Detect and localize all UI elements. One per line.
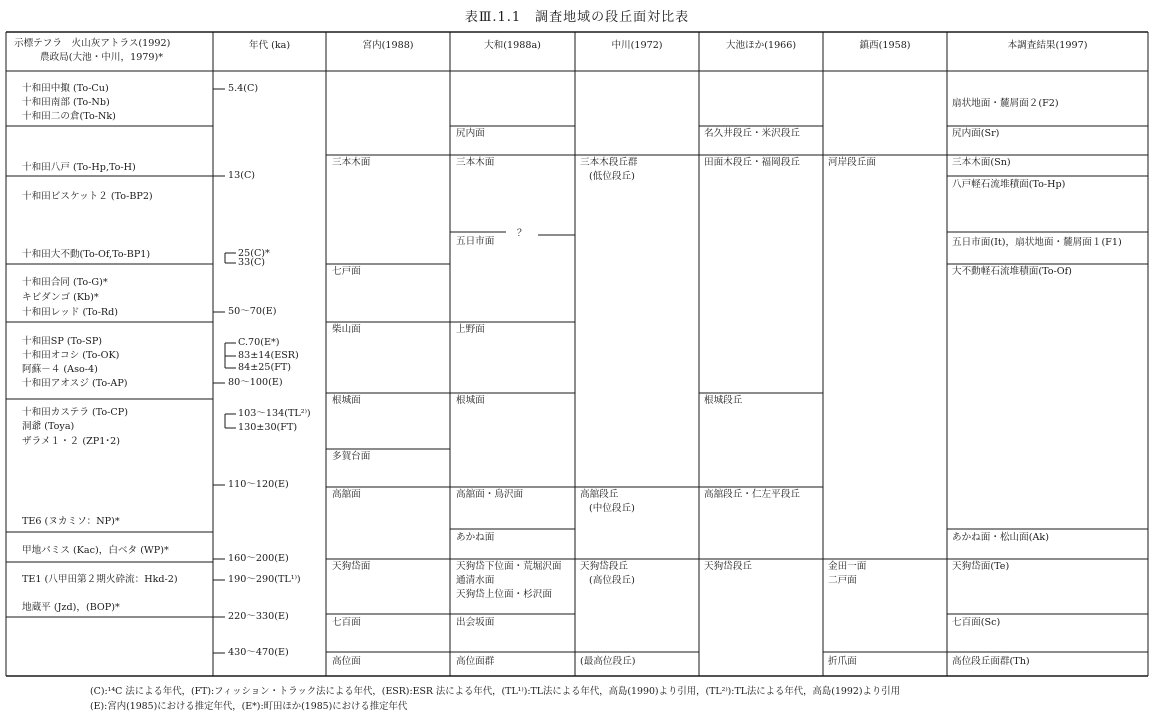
miyauchi-surface: 七百面: [332, 617, 361, 628]
tephra-item: 十和田カステラ (To-CP): [22, 407, 128, 418]
result-surface: 八戸軽石流堆積面(To-Hp): [952, 179, 1066, 190]
yamato-surface: 上野面: [456, 324, 485, 335]
tephra-item: キビダンゴ (Kb)*: [22, 292, 99, 303]
age-value: 220～330(E): [228, 611, 289, 622]
oike-surface: 高舘段丘・仁左平段丘: [704, 489, 800, 500]
tephra-item: 阿蘇－４ (Aso-4): [22, 364, 98, 375]
header-present-study: 本調査結果(1997): [1007, 40, 1088, 51]
tephra-item: 十和田アオスジ (To-AP): [22, 378, 128, 389]
nakagawa-surface: (中位段丘): [589, 503, 635, 514]
yamato-surface: 根城面: [456, 395, 485, 406]
tephra-item: ザラメ１・２ (ZP1･2): [22, 436, 120, 447]
tephra-item: TE1 (八甲田第２期火砕流：Hkd-2): [22, 574, 178, 585]
oike-surface: 根城段丘: [704, 395, 743, 406]
oike-surface: 田面木段丘・福岡段丘: [704, 157, 800, 168]
oike-surface: 名久井段丘・米沢段丘: [704, 128, 800, 139]
age-value: 110～120(E): [228, 479, 289, 490]
nakagawa-surface: (最高位段丘): [580, 656, 636, 667]
yamato-surface: 天狗岱下位面・荒堀沢面: [456, 561, 562, 572]
miyauchi-surface: 高位面: [332, 656, 361, 667]
header-tephra-line2: 農政局(大池・中川，1979)*: [40, 52, 164, 63]
nakagawa-surface: (低位段丘): [589, 171, 635, 182]
yamato-surface: 五日市面: [456, 236, 495, 247]
nakagawa-surface: 天狗岱段丘: [580, 561, 628, 572]
result-surface: 三本木面(Sn): [952, 157, 1011, 168]
yamato-surface: 天狗岱上位面・杉沢面: [456, 589, 552, 600]
yamato-surface: 通清水面: [456, 575, 495, 586]
result-surface: 大不動軽石流堆積面(To-Of): [952, 266, 1072, 277]
footnote-line2: (E):宮内(1985)における推定年代，(E*):町田ほか(1985)における推定年代: [90, 701, 408, 712]
header-oike: 大池ほか(1966): [725, 40, 797, 51]
age-value: 430～470(E): [228, 647, 289, 658]
age-value: 25(C)*: [238, 248, 270, 259]
age-value: 103～134(TL²⁾): [238, 408, 311, 419]
age-value: 33(C): [238, 257, 266, 268]
age-value: 5.4(C): [228, 83, 259, 94]
chinzei-surface: 河岸段丘面: [828, 157, 876, 168]
tephra-item: TE6 (ヌカミソ：NP)*: [22, 516, 120, 527]
tephra-item: 十和田SP (To-SP): [22, 336, 103, 347]
chinzei-surface: 金田一面: [828, 561, 867, 572]
header-miyauchi: 宮内(1988): [362, 40, 414, 51]
oike-surface: 天狗岱段丘: [704, 561, 752, 572]
miyauchi-surface: 天狗岱面: [332, 561, 371, 572]
tephra-item: 十和田八戸 (To-Hp,To-H): [22, 162, 136, 173]
chinzei-surface: 折爪面: [828, 656, 857, 667]
footnote-line1: (C):¹⁴C 法による年代，(FT):フィッション・トラック法による年代，(ESR):ESR 法による年代，(TL¹⁾):TL法による年代，高島(1990)より引用，(TL²⁾):TL法による年代，高島(1992)より引用: [90, 686, 900, 697]
age-value: 80～100(E): [228, 377, 283, 388]
header-nakagawa: 中川(1972): [611, 40, 663, 51]
chinzei-surface: 二戸面: [828, 575, 857, 586]
tephra-item: 十和田合同 (To-G)*: [22, 277, 108, 288]
result-surface: 七百面(Sc): [952, 617, 1001, 628]
tephra-item: 十和田レッド (To-Rd): [22, 307, 119, 318]
age-value: 50～70(E): [228, 306, 277, 317]
header-yamato: 大和(1988a): [484, 40, 541, 51]
miyauchi-surface: 高舘面: [332, 489, 361, 500]
result-surface: 天狗岱面(Te): [952, 561, 1010, 572]
tephra-item: 甲地パミス (Kac)，白ベタ (WP)*: [22, 545, 169, 556]
yamato-surface: 高舘面・鳥沢面: [456, 489, 524, 500]
tephra-item: 十和田中掫 (To-Cu): [22, 83, 109, 94]
miyauchi-surface: 多賀台面: [332, 451, 371, 462]
result-surface: 尻内面(Sr): [952, 128, 1000, 139]
result-surface: あかね面・松山面(Ak): [952, 532, 1049, 543]
tephra-item: 十和田オコシ (To-OK): [22, 350, 120, 361]
result-surface: 高位段丘面群(Th): [952, 656, 1030, 667]
yamato-surface: 高位面群: [456, 656, 495, 667]
age-value: 130±30(FT): [238, 422, 298, 433]
yamato-surface: 尻内面: [456, 128, 485, 139]
tephra-item: 十和田ビスケット２ (To-BP2): [22, 191, 153, 202]
tephra-item: 十和田二の倉(To-Nk): [22, 111, 116, 122]
nakagawa-surface: (高位段丘): [589, 575, 635, 586]
age-value: C.70(E*): [238, 337, 280, 348]
miyauchi-surface: 柴山面: [332, 324, 361, 335]
yamato-question-mark: ？: [517, 228, 527, 239]
result-surface: 扇状地面・麓屑面２(F2): [952, 98, 1059, 109]
header-age: 年代 (ka): [248, 40, 291, 51]
header-chinzei: 鎮西(1958): [859, 40, 911, 51]
miyauchi-surface: 根城面: [332, 395, 361, 406]
nakagawa-surface: 三本木段丘群: [580, 157, 638, 168]
tephra-item: 洞爺 (Toya): [22, 421, 75, 432]
yamato-surface: 三本木面: [456, 157, 495, 168]
tephra-item: 地蔵平 (Jzd)，(BOP)*: [22, 602, 120, 613]
age-value: 160～200(E): [228, 553, 289, 564]
age-value: 84±25(FT): [238, 362, 291, 373]
miyauchi-surface: 三本木面: [332, 157, 371, 168]
yamato-surface: あかね面: [456, 532, 495, 543]
yamato-surface: 出会坂面: [456, 617, 495, 628]
table-title: 表Ⅲ.1.1 調査地域の段丘面対比表: [464, 10, 690, 25]
tephra-item: 十和田南部 (To-Nb): [22, 97, 110, 108]
age-value: 190～290(TL¹⁾): [228, 574, 301, 585]
result-surface: 五日市面(It)，扇状地面・麓屑面１(F1): [952, 237, 1122, 248]
header-tephra-line1: 示標テフラ 火山灰アトラス(1992): [14, 38, 171, 49]
tephra-item: 十和田大不動(To-Of,To-BP1): [22, 249, 151, 260]
nakagawa-surface: 高舘段丘: [580, 489, 619, 500]
miyauchi-surface: 七戸面: [332, 266, 361, 277]
age-value: 83±14(ESR): [238, 350, 299, 361]
age-value: 13(C): [228, 170, 256, 181]
